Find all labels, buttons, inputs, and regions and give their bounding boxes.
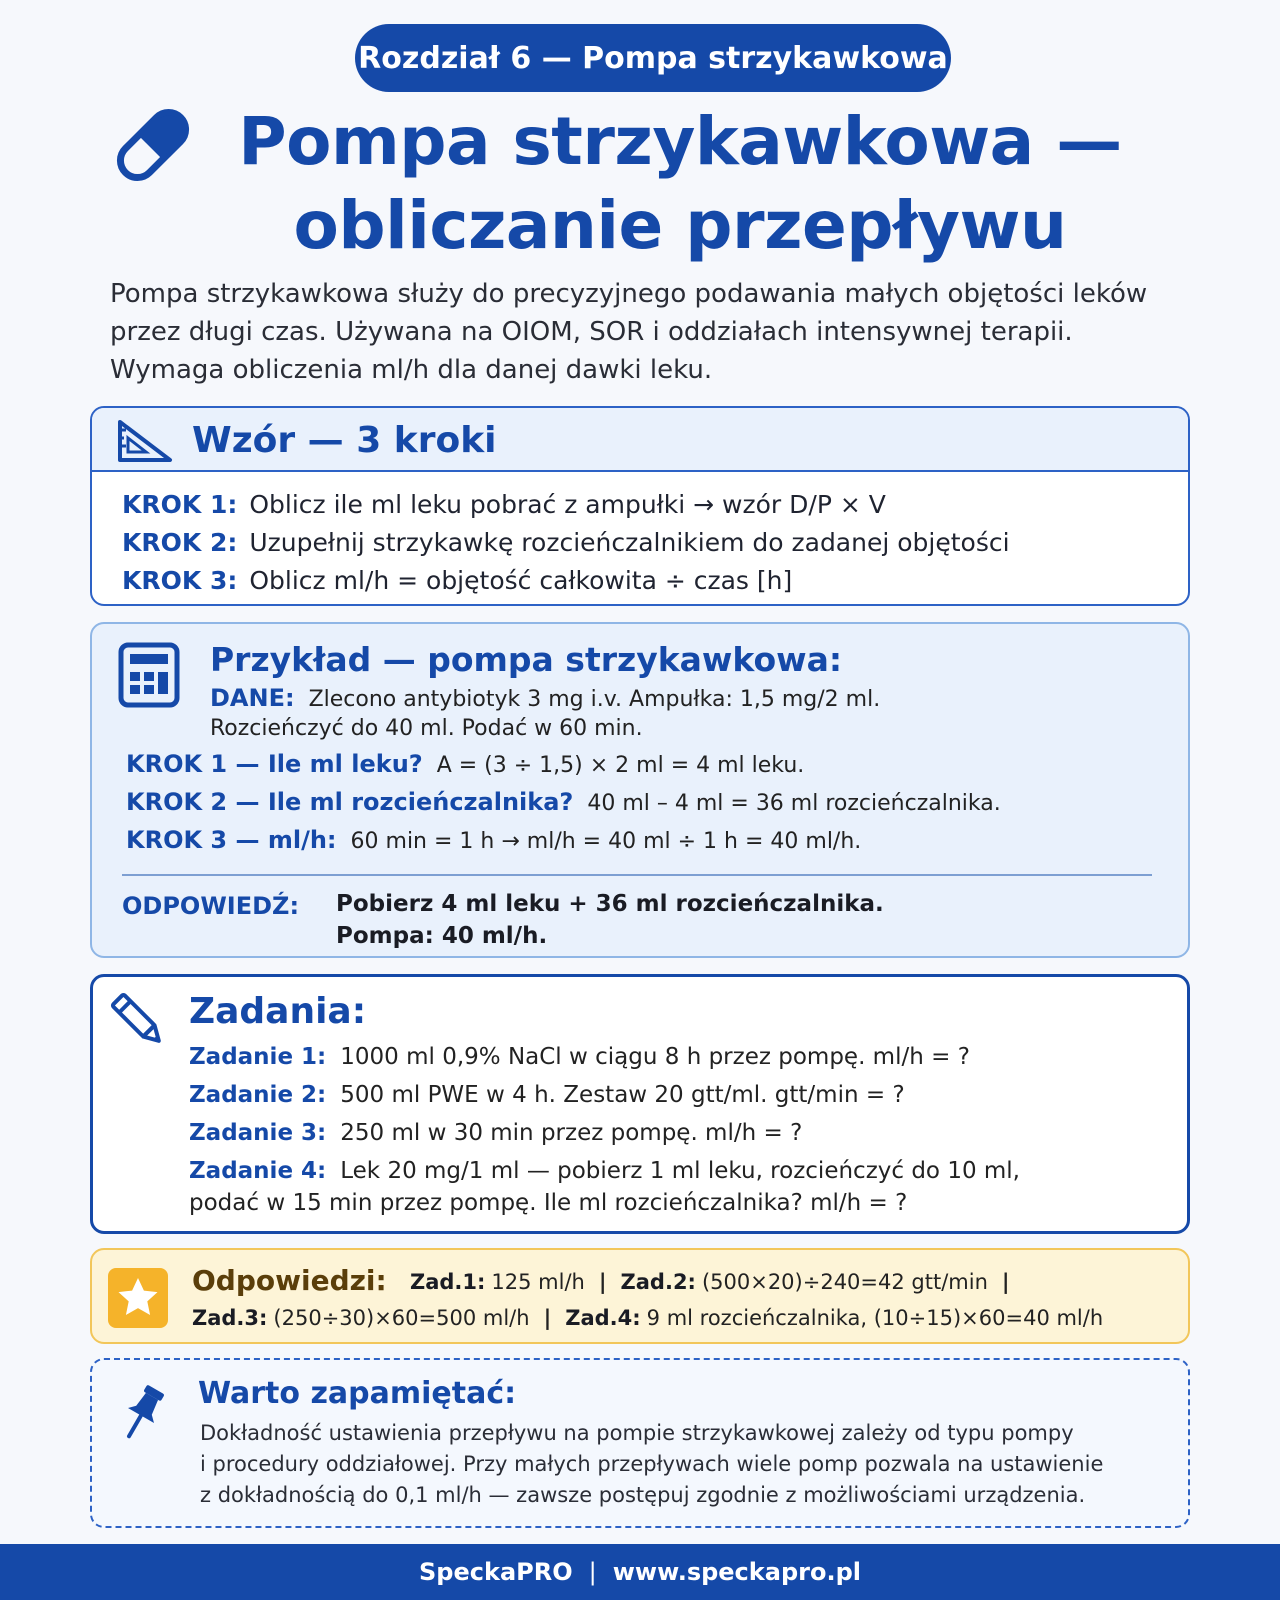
example-step-3 xyxy=(126,826,861,854)
task-label: Zadanie 3: xyxy=(189,1120,327,1146)
star-icon xyxy=(108,1268,168,1328)
formula-heading: Wzór — 3 kroki xyxy=(192,420,497,461)
step-text: Uzupełnij strzykawkę rozcieńczalnikiem do zadanej objętości xyxy=(249,528,1010,557)
formula-step-3 xyxy=(122,566,792,595)
answer-text xyxy=(336,888,884,952)
task-text: Lek 20 mg/1 ml — pobierz 1 ml leku, rozcieńczyć do 10 ml, xyxy=(340,1158,1020,1184)
chapter-badge: Rozdział 6 — Pompa strzykawkowa xyxy=(355,24,951,92)
step-label: KROK 1 — Ile ml leku? xyxy=(126,750,423,778)
step-label: KROK 2 — Ile ml rozcieńczalnika? xyxy=(126,788,574,816)
remember-line-2: i procedury oddziałowej. Przy małych przepływach wiele pomp pozwala na ustawienie xyxy=(200,1452,1104,1476)
step-label: KROK 1: xyxy=(122,490,238,519)
footer-brand: SpeckaPRO xyxy=(419,1558,573,1586)
answer-line-1: Pobierz 4 ml leku + 36 ml rozcieńczalnika. xyxy=(336,891,884,917)
task-label: Zadanie 4: xyxy=(189,1158,327,1184)
answers-heading: Odpowiedzi: xyxy=(192,1264,387,1297)
answer-label: Zad.1: xyxy=(410,1270,486,1294)
calculator-icon xyxy=(118,642,180,708)
step-label: KROK 3 — ml/h: xyxy=(126,826,337,854)
formula-header xyxy=(92,408,1188,472)
remember-heading: Warto zapamiętać: xyxy=(198,1376,517,1411)
capsule-icon xyxy=(108,100,198,190)
example-card xyxy=(90,622,1190,958)
task-text: 250 ml w 30 min przez pompę. ml/h = ? xyxy=(340,1120,803,1146)
footer-separator: | xyxy=(588,1558,597,1586)
formula-step-2 xyxy=(122,528,1010,557)
answer-value: 9 ml rozcieńczalnika, (10÷15)×60=40 ml/h xyxy=(646,1306,1104,1330)
task-1 xyxy=(189,1041,1169,1073)
step-text: 40 ml – 4 ml = 36 ml rozcieńczalnika. xyxy=(587,791,1001,816)
star-badge xyxy=(108,1268,168,1328)
formula-card xyxy=(90,406,1190,606)
example-step-1 xyxy=(126,750,804,778)
example-heading: Przykład — pompa strzykawkowa: xyxy=(210,640,843,679)
answers-row-2 xyxy=(192,1306,1103,1330)
task-label: Zadanie 1: xyxy=(189,1044,327,1070)
answer-value: 125 ml/h xyxy=(491,1270,585,1294)
answer-value: (500×20)÷240=42 gtt/min xyxy=(701,1270,988,1294)
example-dane xyxy=(210,684,880,712)
separator: | xyxy=(598,1270,607,1294)
task-2 xyxy=(189,1079,1169,1111)
task-3 xyxy=(189,1117,1169,1149)
answers-row-1 xyxy=(410,1270,1024,1294)
remember-text xyxy=(200,1418,1170,1511)
remember-card xyxy=(90,1358,1190,1528)
answer-label: Zad.4: xyxy=(565,1306,641,1330)
answers-card xyxy=(90,1248,1190,1344)
answer-value: (250÷30)×60=500 ml/h xyxy=(273,1306,530,1330)
answer-label: Zad.2: xyxy=(620,1270,696,1294)
title-line-2: obliczanie przepływu xyxy=(293,187,1067,264)
page-title xyxy=(200,100,1160,268)
step-label: KROK 3: xyxy=(122,566,238,595)
remember-line-3: z dokładnością do 0,1 ml/h — zawsze postępuj zgodnie z możliwościami urządzenia. xyxy=(200,1483,1086,1507)
separator: | xyxy=(543,1306,552,1330)
step-text: 60 min = 1 h → ml/h = 40 ml ÷ 1 h = 40 ml/h. xyxy=(350,829,862,854)
remember-line-1: Dokładność ustawienia przepływu na pompie strzykawkowej zależy od typu pompy xyxy=(200,1421,1074,1445)
dane-text-2: Rozcieńczyć do 40 ml. Podać w 60 min. xyxy=(210,716,643,741)
step-text: A = (3 ÷ 1,5) × 2 ml = 4 ml leku. xyxy=(436,753,805,778)
intro-text: Pompa strzykawkowa służy do precyzyjnego podawania małych objętości leków przez długi czas. Używana na OIOM, SOR i oddziałach intensywnej terapii. Wymaga obliczenia ml/h dla danej dawki leku. xyxy=(110,279,1148,385)
answer-label: Zad.3: xyxy=(192,1306,268,1330)
formula-step-1 xyxy=(122,490,886,519)
task-text: 1000 ml 0,9% NaCl w ciągu 8 h przez pompę. ml/h = ? xyxy=(340,1044,970,1070)
tasks-card xyxy=(90,974,1190,1234)
task-text-cont: podać w 15 min przez pompę. Ile ml rozcieńczalnika? ml/h = ? xyxy=(189,1190,908,1216)
tasks-heading: Zadania: xyxy=(189,991,367,1032)
pencil-icon xyxy=(109,991,169,1051)
dane-text-1: Zlecono antybiotyk 3 mg i.v. Ampułka: 1,5 mg/2 ml. xyxy=(308,687,881,712)
step-text: Oblicz ml/h = objętość całkowita ÷ czas [h] xyxy=(249,566,793,595)
step-label: KROK 2: xyxy=(122,528,238,557)
example-step-2 xyxy=(126,788,1001,816)
triangle-ruler-icon xyxy=(116,418,174,464)
pushpin-icon xyxy=(118,1382,168,1442)
footer xyxy=(0,1544,1280,1600)
footer-url[interactable]: www.speckapro.pl xyxy=(612,1558,861,1586)
task-label: Zadanie 2: xyxy=(189,1082,327,1108)
title-line-1: Pompa strzykawkowa — xyxy=(238,103,1122,180)
divider xyxy=(122,874,1152,876)
answer-label: ODPOWIEDŹ: xyxy=(122,892,300,920)
answer-line-2: Pompa: 40 ml/h. xyxy=(336,923,548,949)
task-text: 500 ml PWE w 4 h. Zestaw 20 gtt/ml. gtt/min = ? xyxy=(340,1082,905,1108)
task-4 xyxy=(189,1155,1169,1219)
step-text: Oblicz ile ml leku pobrać z ampułki → wzór D/P × V xyxy=(249,490,886,519)
separator: | xyxy=(1001,1270,1010,1294)
dane-label: DANE: xyxy=(210,684,295,712)
